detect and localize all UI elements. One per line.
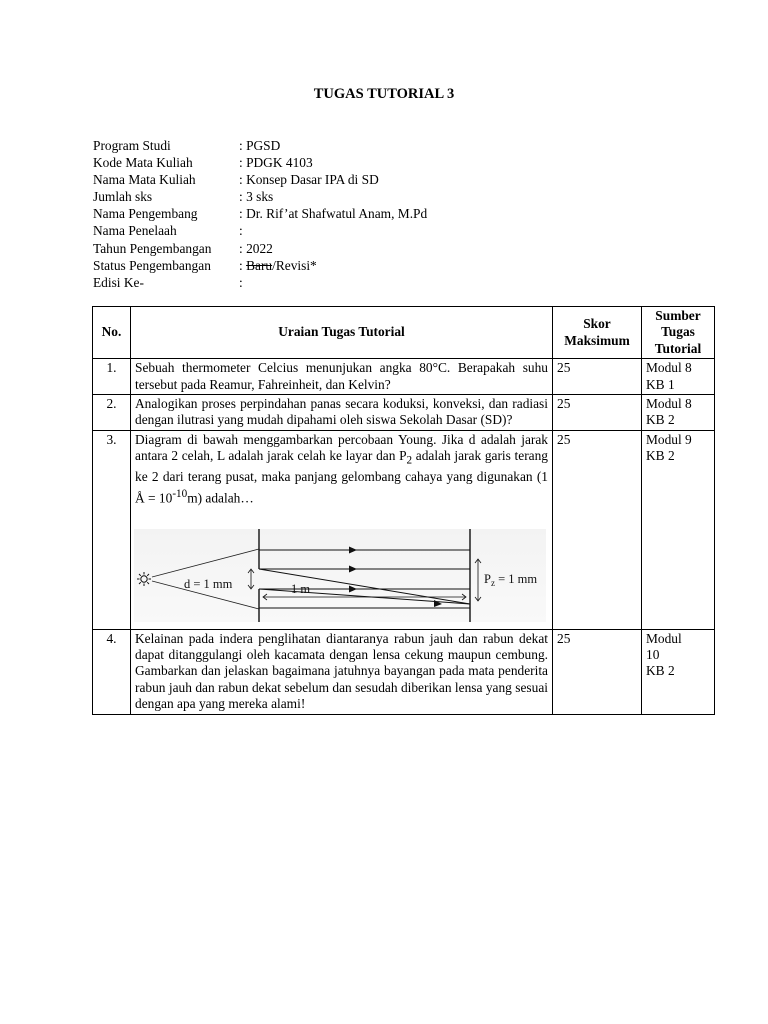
meta-label: Nama Penelaah: [93, 223, 177, 239]
superscript: -10: [172, 487, 188, 500]
fringe-subscript: z: [490, 577, 495, 588]
meta-row-edisi: [93, 274, 427, 291]
meta-row-kode-mata-kuliah: [93, 154, 427, 171]
meta-label: Jumlah sks: [93, 189, 153, 205]
course-info: [93, 137, 427, 291]
task-description: Sebuah thermometer Celcius menunjukan angka 80°C. Berapakah suhu tersebut pada Reamur, Fahreinheit, dan Kelvin?: [131, 359, 553, 395]
tutorial-task-table: [92, 306, 715, 715]
table-row: [93, 395, 715, 431]
row-number: 1.: [93, 359, 131, 395]
source-module-number: 10: [646, 647, 660, 663]
row-number: 3.: [93, 430, 131, 629]
max-score: 25: [553, 359, 642, 395]
header-sumber: Sumber Tugas Tutorial: [642, 307, 715, 359]
task-description: [131, 430, 553, 629]
source-kb: KB 2: [646, 663, 675, 679]
source-module: Modul 8: [646, 360, 692, 376]
task-source: [642, 359, 715, 395]
meta-label: Tahun Pengembangan: [93, 240, 212, 256]
task-text: [135, 432, 548, 507]
subscript: 2: [406, 454, 413, 467]
meta-value-rest: /Revisi*: [272, 257, 317, 273]
row-number: 4.: [93, 629, 131, 714]
task-text-part: m) adalah…: [187, 490, 254, 506]
fringe-symbol: P: [484, 571, 491, 586]
task-source: [642, 629, 715, 714]
fringe-value: = 1 mm: [494, 571, 538, 586]
meta-row-status-pengembangan: [93, 257, 427, 274]
meta-row-tahun-pengembangan: [93, 240, 427, 257]
table-row: [93, 629, 715, 714]
slit-distance-label: d = 1 mm: [184, 576, 233, 591]
source-module: Modul: [646, 630, 682, 646]
meta-label: Program Studi: [93, 138, 171, 153]
meta-value: :: [239, 274, 243, 290]
header-no: No.: [93, 307, 131, 359]
source-kb: KB 1: [646, 376, 675, 392]
meta-value: :: [239, 223, 243, 239]
table-row: [93, 359, 715, 395]
max-score: 25: [553, 430, 642, 629]
max-score: 25: [553, 395, 642, 431]
meta-label: Nama Pengembang: [93, 206, 198, 222]
source-module: Modul 9: [646, 431, 692, 447]
meta-label: Nama Mata Kuliah: [93, 172, 196, 188]
meta-row-nama-pengembang: [93, 205, 427, 222]
source-kb: KB 2: [646, 412, 675, 428]
header-uraian: Uraian Tugas Tutorial: [131, 307, 553, 359]
task-description: Analogikan proses perpindahan panas secara koduksi, konveksi, dan radiasi dengan ilutrasi yang mudah dipahami oleh siswa Sekolah Dasar (SD)?: [131, 395, 553, 431]
row-number: 2.: [93, 395, 131, 431]
source-kb: KB 2: [646, 448, 675, 464]
meta-label: Status Pengembangan: [93, 257, 211, 273]
meta-value: : PDGK 4103: [239, 155, 313, 171]
meta-value: [239, 257, 317, 274]
document-title: TUGAS TUTORIAL 3: [313, 86, 455, 102]
meta-value: : 2022: [239, 240, 273, 256]
task-source: [642, 430, 715, 629]
task-source: [642, 395, 715, 431]
struck-option: Baru: [246, 257, 273, 273]
task-text-part: adalah jarak garis terang ke 2 dari terang pusat, maka panjang gelombang cahaya yang digunakan (1 Å = 10: [135, 448, 548, 506]
meta-label: Kode Mata Kuliah: [93, 155, 193, 171]
max-score: 25: [553, 629, 642, 714]
young-diagram-svg: [134, 529, 546, 622]
task-description: Kelainan pada indera penglihatan diantaranya rabun jauh dan rabun dekat dapat ditanggulangi oleh kacamata dengan lensa cekung maupun cembung. Gambarkan dan jelaskan bagaimana jatuhnya bayangan pada mata penderita rabun jauh dan rabun dekat sebelum dan sesudah diberikan lensa yang sesuai dengan apa yang mereka alami!: [131, 629, 553, 714]
meta-row-nama-mata-kuliah: [93, 171, 427, 188]
task-text-part: Diagram di bawah menggambarkan percobaan Young. Jika d adalah jarak antara 2 celah, L adalah jarak celah ke layar dan P: [135, 431, 548, 464]
table-row: [93, 430, 715, 629]
header-skor: Skor Maksimum: [553, 307, 642, 359]
meta-value: : Konsep Dasar IPA di SD: [239, 172, 379, 188]
meta-row-jumlah-sks: [93, 188, 427, 205]
meta-value: : 3 sks: [239, 189, 274, 205]
source-module: Modul 8: [646, 396, 692, 412]
young-experiment-figure: [134, 529, 551, 622]
meta-row-program-studi: [93, 137, 427, 154]
meta-row-nama-penelaah: [93, 222, 427, 239]
meta-label: Edisi Ke-: [93, 274, 144, 290]
meta-value: : PGSD: [239, 138, 281, 153]
meta-value: : Dr. Rif’at Shafwatul Anam, M.Pd: [239, 206, 428, 222]
table-header-row: [93, 307, 715, 359]
meta-value-prefix: :: [239, 257, 247, 273]
slit-screen-distance-label: 1 m: [291, 581, 311, 596]
